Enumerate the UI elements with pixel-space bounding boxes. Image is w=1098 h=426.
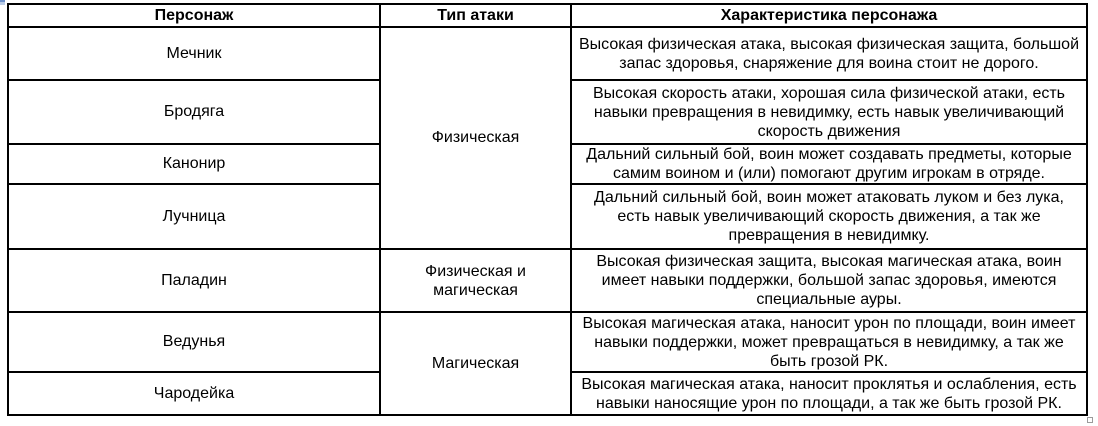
header-attack-type: Тип атаки: [380, 4, 571, 27]
header-character: Персонаж: [8, 4, 380, 27]
attack-type-label: Физическая и магическая: [425, 262, 526, 299]
table-row: [8, 249, 1087, 312]
character-name-cell: Лучница: [8, 184, 380, 249]
character-name-cell: Мечник: [8, 27, 380, 80]
table-resize-handle[interactable]: [1087, 417, 1093, 423]
description-cell: Высокая физическая защита, высокая магическая атака, воин имеет навыки поддержки, большой запас здоровья, имеются специальные ауры.: [571, 249, 1087, 312]
description-cell: Высокая физическая атака, высокая физическая защита, большой запас здоровья, снаряжение для воина стоит не дорого.: [571, 27, 1087, 80]
selection-artifact-light: [0, 2, 5, 5]
character-name-cell: Ведунья: [8, 312, 380, 372]
header-row: [8, 4, 1087, 27]
attack-type-cell: Физическая: [380, 27, 571, 249]
character-name-cell: Чародейка: [8, 372, 380, 415]
description-cell: Высокая магическая атака, наносит урон по площади, воин имеет навыки поддержки, может превращаться в невидимку, а так же быть грозой РК.: [571, 312, 1087, 372]
character-name-cell: Паладин: [8, 249, 380, 312]
description-cell: Высокая магическая атака, наносит проклятья и ослабления, есть навыки наносящие урон по площади, а так же быть грозой РК.: [571, 372, 1087, 415]
attack-type-cell: [380, 249, 571, 312]
characters-table: [7, 3, 1088, 416]
character-name-cell: Канонир: [8, 144, 380, 184]
selection-artifact: [0, 0, 5, 5]
table-row: [8, 312, 1087, 372]
table-row: [8, 27, 1087, 80]
character-name-cell: Бродяга: [8, 80, 380, 144]
description-cell: Дальний сильный бой, воин может создавать предметы, которые самим воином и (или) помогают другим игрокам в отряде.: [571, 144, 1087, 184]
description-cell: Дальний сильный бой, воин может атаковать луком и без лука, есть навык увеличивающий скорость движения, а так же превращения в невидимку.: [571, 184, 1087, 249]
description-cell: Высокая скорость атаки, хорошая сила физической атаки, есть навыки превращения в невидимку, есть навык увеличивающий скорость движения: [571, 80, 1087, 144]
attack-type-cell: Магическая: [380, 312, 571, 415]
header-characteristics: Характеристика персонажа: [571, 4, 1087, 27]
